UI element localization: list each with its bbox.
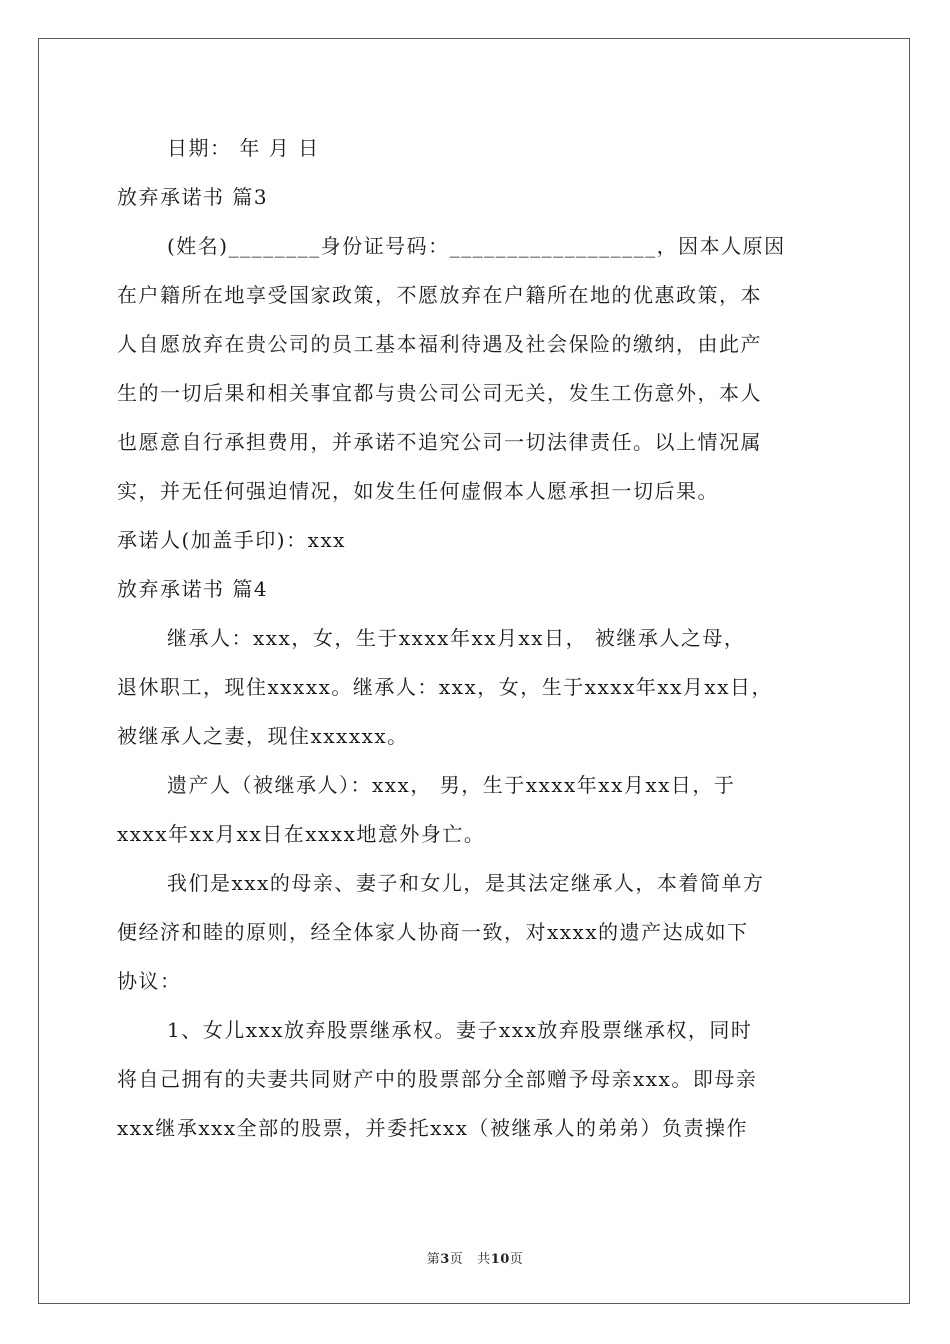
footer-total-suffix: 页 bbox=[509, 1252, 524, 1267]
paragraph-line: xxx继承xxx全部的股票，并委托xxx（被继承人的弟弟）负责操作 bbox=[117, 1116, 749, 1140]
footer-prefix: 第 bbox=[426, 1252, 441, 1267]
paragraph-line: 被继承人之妻，现住xxxxxx。 bbox=[117, 724, 409, 748]
paragraph-line: 也愿意自行承担费用，并承诺不追究公司一切法律责任。以上情况属 bbox=[117, 430, 762, 454]
paragraph-line: 1、女儿xxx放弃股票继承权。妻子xxx放弃股票继承权，同时 bbox=[167, 1018, 753, 1042]
paragraph-line: 退休职工，现住xxxxx。继承人：xxx，女，生于xxxx年xx月xx日， bbox=[117, 675, 773, 699]
document-body bbox=[117, 124, 835, 1153]
footer-page-suffix: 页 bbox=[449, 1252, 464, 1267]
paragraph-line: xxxx年xx月xx日在xxxx地意外身亡。 bbox=[117, 822, 486, 846]
signatory-line: 承诺人(加盖手印)：xxx bbox=[117, 528, 346, 552]
section-heading-3: 放弃承诺书 篇3 bbox=[117, 185, 269, 209]
paragraph-line: 人自愿放弃在贵公司的员工基本福利待遇及社会保险的缴纳，由此产 bbox=[117, 332, 762, 356]
paragraph-line: 实，并无任何强迫情况，如发生任何虚假本人愿承担一切后果。 bbox=[117, 479, 719, 503]
page-footer bbox=[0, 1248, 950, 1267]
paragraph-line: 将自己拥有的夫妻共同财产中的股票部分全部赠予母亲xxx。即母亲 bbox=[117, 1067, 758, 1091]
paragraph-line: 继承人：xxx，女，生于xxxx年xx月xx日， 被继承人之母， bbox=[167, 626, 746, 650]
date-line: 日期： 年 月 日 bbox=[167, 136, 320, 160]
footer-total-prefix: 共 bbox=[477, 1252, 491, 1267]
paragraph-line: 协议： bbox=[117, 969, 182, 993]
paragraph-line: 在户籍所在地享受国家政策，不愿放弃在户籍所在地的优惠政策，本 bbox=[117, 283, 762, 307]
paragraph-line: 我们是xxx的母亲、妻子和女儿，是其法定继承人，本着简单方 bbox=[167, 871, 765, 895]
paragraph-line: 生的一切后果和相关事宜都与贵公司公司无关，发生工伤意外，本人 bbox=[117, 381, 762, 405]
paragraph-line: 便经济和睦的原则，经全体家人协商一致，对xxxx的遗产达成如下 bbox=[117, 920, 749, 944]
section-heading-4: 放弃承诺书 篇4 bbox=[117, 577, 269, 601]
current-page-number: 3 bbox=[440, 1252, 450, 1267]
total-pages-number: 10 bbox=[490, 1252, 510, 1267]
paragraph-line: (姓名)________身份证号码：__________________，因本人原因 bbox=[167, 234, 786, 258]
paragraph-line: 遗产人（被继承人）：xxx， 男，生于xxxx年xx月xx日，于 bbox=[167, 773, 736, 797]
